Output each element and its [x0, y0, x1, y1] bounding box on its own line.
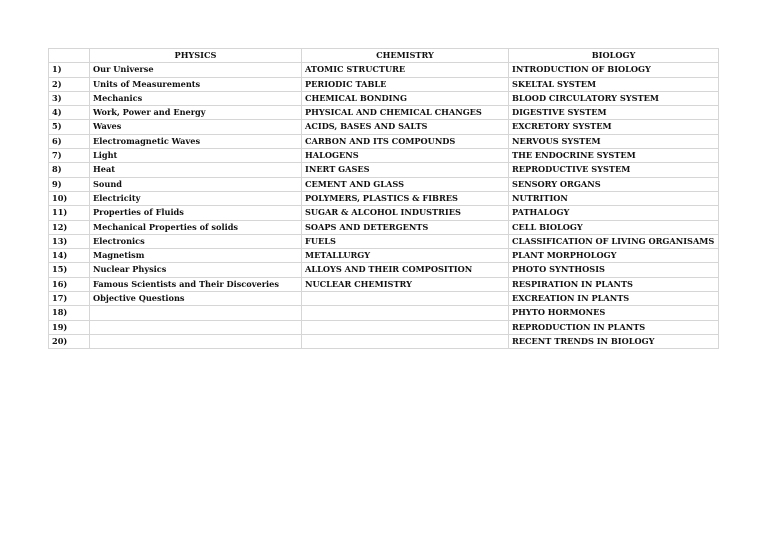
chemistry-topic: ATOMIC STRUCTURE: [302, 63, 509, 77]
physics-topic: Our Universe: [90, 63, 302, 77]
table-row: [49, 263, 719, 277]
header-row: [49, 49, 719, 63]
physics-topic: Work, Power and Energy: [90, 106, 302, 120]
physics-topic: Waves: [90, 120, 302, 134]
biology-topic: DIGESTIVE SYSTEM: [509, 106, 719, 120]
chemistry-topic: SUGAR & ALCOHOL INDUSTRIES: [302, 206, 509, 220]
row-number: 3): [49, 91, 90, 105]
syllabus-table: [48, 48, 719, 349]
table-row: [49, 77, 719, 91]
biology-topic: EXCREATION IN PLANTS: [509, 292, 719, 306]
chemistry-topic: NUCLEAR CHEMISTRY: [302, 277, 509, 291]
chemistry-topic: ACIDS, BASES AND SALTS: [302, 120, 509, 134]
chemistry-topic: METALLURGY: [302, 249, 509, 263]
chemistry-topic: CHEMICAL BONDING: [302, 91, 509, 105]
biology-topic: PHOTO SYNTHOSIS: [509, 263, 719, 277]
row-number: 14): [49, 249, 90, 263]
physics-topic: Mechanical Properties of solids: [90, 220, 302, 234]
table-row: [49, 91, 719, 105]
physics-topic: Electricity: [90, 191, 302, 205]
row-number: 19): [49, 320, 90, 334]
row-number: 13): [49, 234, 90, 248]
table-row: [49, 63, 719, 77]
row-number: 7): [49, 149, 90, 163]
chemistry-topic: [302, 320, 509, 334]
physics-topic: [90, 320, 302, 334]
row-number: 1): [49, 63, 90, 77]
physics-topic: [90, 334, 302, 348]
table-row: [49, 206, 719, 220]
biology-topic: NERVOUS SYSTEM: [509, 134, 719, 148]
physics-topic: Electromagnetic Waves: [90, 134, 302, 148]
physics-topic: Nuclear Physics: [90, 263, 302, 277]
biology-topic: PATHALOGY: [509, 206, 719, 220]
table-row: [49, 234, 719, 248]
biology-topic: NUTRITION: [509, 191, 719, 205]
biology-topic: SENSORY ORGANS: [509, 177, 719, 191]
table-row: [49, 177, 719, 191]
table-body: [49, 63, 719, 349]
chemistry-topic: CARBON AND ITS COMPOUNDS: [302, 134, 509, 148]
row-number: 5): [49, 120, 90, 134]
biology-topic: INTRODUCTION OF BIOLOGY: [509, 63, 719, 77]
table-row: [49, 220, 719, 234]
physics-topic: Famous Scientists and Their Discoveries: [90, 277, 302, 291]
header-number: [49, 49, 90, 63]
row-number: 16): [49, 277, 90, 291]
chemistry-topic: PHYSICAL AND CHEMICAL CHANGES: [302, 106, 509, 120]
table-row: [49, 134, 719, 148]
biology-topic: BLOOD CIRCULATORY SYSTEM: [509, 91, 719, 105]
row-number: 6): [49, 134, 90, 148]
biology-topic: EXCRETORY SYSTEM: [509, 120, 719, 134]
table-row: [49, 292, 719, 306]
biology-topic: PLANT MORPHOLOGY: [509, 249, 719, 263]
physics-topic: [90, 306, 302, 320]
row-number: 9): [49, 177, 90, 191]
physics-topic: Light: [90, 149, 302, 163]
chemistry-topic: POLYMERS, PLASTICS & FIBRES: [302, 191, 509, 205]
biology-topic: RECENT TRENDS IN BIOLOGY: [509, 334, 719, 348]
biology-topic: RESPIRATION IN PLANTS: [509, 277, 719, 291]
physics-topic: Heat: [90, 163, 302, 177]
chemistry-topic: SOAPS AND DETERGENTS: [302, 220, 509, 234]
header-chemistry: CHEMISTRY: [302, 49, 509, 63]
table-row: [49, 149, 719, 163]
physics-topic: Sound: [90, 177, 302, 191]
row-number: 11): [49, 206, 90, 220]
chemistry-topic: [302, 334, 509, 348]
physics-topic: Magnetism: [90, 249, 302, 263]
row-number: 18): [49, 306, 90, 320]
physics-topic: Units of Measurements: [90, 77, 302, 91]
syllabus-sheet: [48, 48, 719, 349]
chemistry-topic: CEMENT AND GLASS: [302, 177, 509, 191]
row-number: 10): [49, 191, 90, 205]
table-row: [49, 120, 719, 134]
header-physics: PHYSICS: [90, 49, 302, 63]
table-row: [49, 334, 719, 348]
chemistry-topic: [302, 306, 509, 320]
biology-topic: REPRODUCTIVE SYSTEM: [509, 163, 719, 177]
chemistry-topic: [302, 292, 509, 306]
biology-topic: THE ENDOCRINE SYSTEM: [509, 149, 719, 163]
row-number: 17): [49, 292, 90, 306]
row-number: 2): [49, 77, 90, 91]
header-biology: BIOLOGY: [509, 49, 719, 63]
row-number: 12): [49, 220, 90, 234]
row-number: 8): [49, 163, 90, 177]
physics-topic: Mechanics: [90, 91, 302, 105]
physics-topic: Properties of Fluids: [90, 206, 302, 220]
biology-topic: SKELTAL SYSTEM: [509, 77, 719, 91]
biology-topic: CELL BIOLOGY: [509, 220, 719, 234]
table-row: [49, 320, 719, 334]
biology-topic: REPRODUCTION IN PLANTS: [509, 320, 719, 334]
table-row: [49, 191, 719, 205]
biology-topic: PHYTO HORMONES: [509, 306, 719, 320]
table-row: [49, 306, 719, 320]
chemistry-topic: FUELS: [302, 234, 509, 248]
table-row: [49, 163, 719, 177]
row-number: 4): [49, 106, 90, 120]
table-row: [49, 277, 719, 291]
chemistry-topic: INERT GASES: [302, 163, 509, 177]
chemistry-topic: HALOGENS: [302, 149, 509, 163]
chemistry-topic: ALLOYS AND THEIR COMPOSITION: [302, 263, 509, 277]
table-row: [49, 249, 719, 263]
table-row: [49, 106, 719, 120]
physics-topic: Objective Questions: [90, 292, 302, 306]
physics-topic: Electronics: [90, 234, 302, 248]
row-number: 15): [49, 263, 90, 277]
biology-topic: CLASSIFICATION OF LIVING ORGANISAMS: [509, 234, 719, 248]
row-number: 20): [49, 334, 90, 348]
chemistry-topic: PERIODIC TABLE: [302, 77, 509, 91]
